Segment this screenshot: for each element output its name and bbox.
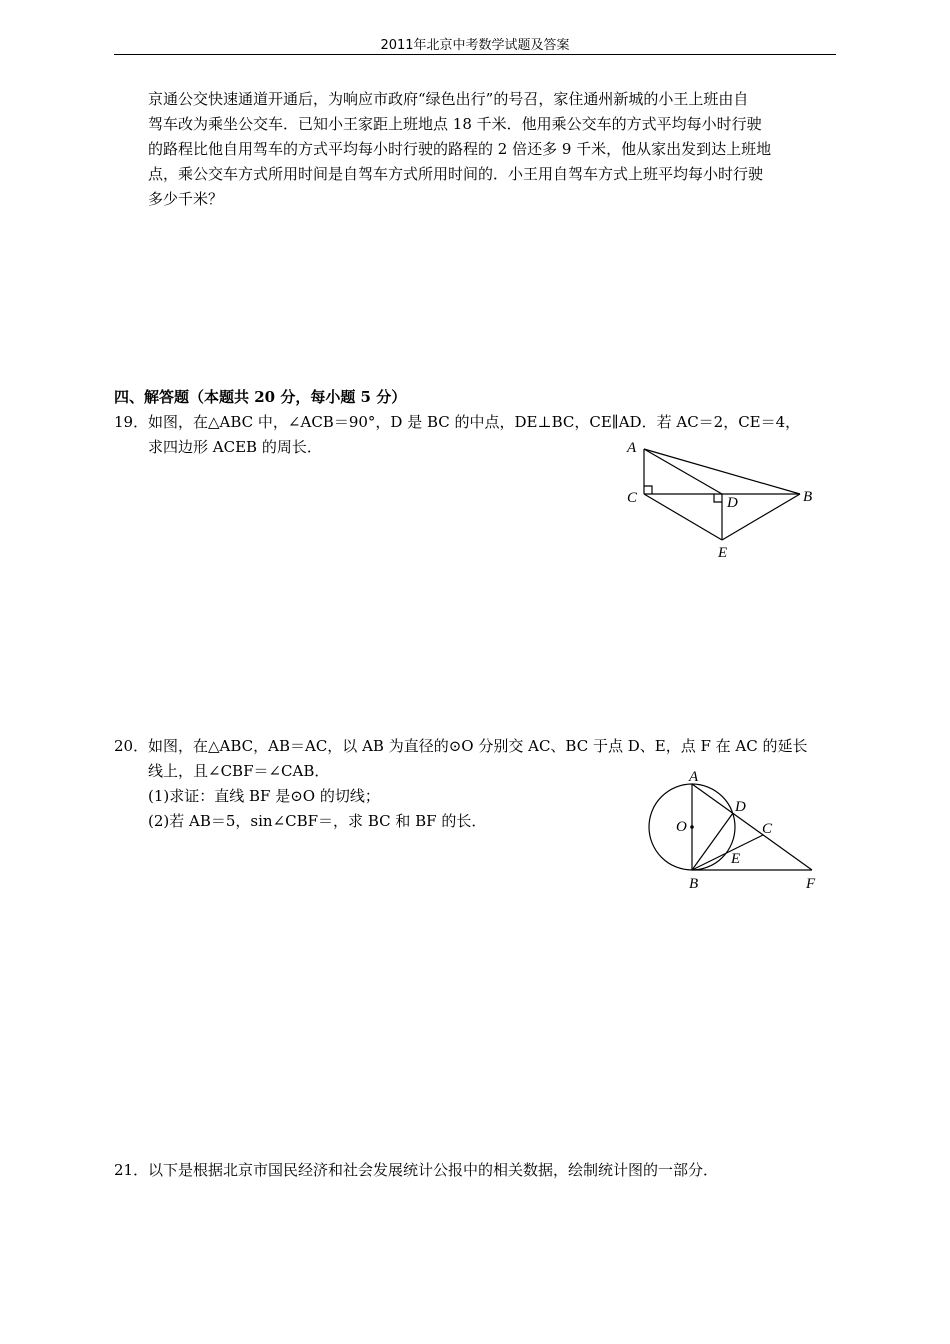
- problem18-line-1: 京通公交快速通道开通后，为响应市政府“绿色出行”的号召，家住通州新城的小王上班由自: [148, 90, 749, 108]
- segment-ad: [644, 449, 722, 494]
- problem19-line-1: 如图，在△ABC 中，∠ACB＝90°，D 是 BC 的中点，DE⊥BC，CE∥AD．若 AC＝2，CE＝4，: [148, 413, 801, 431]
- problem20-line-2: 线上，且∠CBF＝∠CAB．: [148, 762, 330, 780]
- label-c: C: [762, 821, 773, 837]
- label-d: D: [735, 799, 746, 815]
- problem20-figure: [640, 765, 830, 895]
- problem18-line-5: 多少千米？: [148, 190, 224, 208]
- label-c: C: [627, 490, 638, 506]
- right-angle-c: [644, 486, 652, 494]
- page-header: 2011年北京中考数学试题及答案: [380, 38, 570, 53]
- problem20-part-2: (2)若 AB＝5，sin∠CBF＝，求 BC 和 BF 的长．: [148, 812, 487, 830]
- problem20-line-1: 如图，在△ABC，AB＝AC，以 AB 为直径的⊙O 分别交 AC、BC 于点 D、E，点 F 在 AC 的延长: [148, 737, 808, 755]
- label-e: E: [718, 545, 728, 561]
- problem19-number: 19．: [114, 413, 149, 431]
- label-a: A: [627, 440, 637, 456]
- segment-bc: [692, 835, 763, 870]
- label-b: B: [689, 876, 699, 892]
- problem21-number: 21．: [114, 1161, 149, 1179]
- problem18-line-4: 点，乘公交车方式所用时间是自驾车方式所用时间的．小王用自驾车方式上班平均每小时行驶: [148, 165, 764, 183]
- label-f: F: [806, 876, 816, 892]
- problem18-line-2: 驾车改为乘坐公交车．已知小王家距上班地点 18 千米．他用乘公交车的方式平均每小时行驶: [148, 115, 762, 133]
- label-o: O: [676, 819, 687, 835]
- label-d: D: [727, 495, 738, 511]
- problem19-figure: [620, 435, 820, 565]
- segment-af: [692, 784, 812, 870]
- label-b: B: [803, 489, 813, 505]
- problem21-line-1: 以下是根据北京市国民经济和社会发展统计公报中的相关数据，绘制统计图的一部分．: [148, 1161, 719, 1179]
- header-rule: [114, 54, 836, 55]
- problem19-line-2: 求四边形 ACEB 的周长．: [148, 438, 322, 456]
- label-a: A: [689, 769, 699, 785]
- segment-ce: [644, 494, 722, 540]
- label-e: E: [731, 851, 741, 867]
- center-o-dot: [690, 825, 694, 829]
- section-title: 四、解答题（本题共 20 分，每小题 5 分）: [114, 388, 407, 406]
- segment-ab: [644, 449, 800, 494]
- segment-bd: [692, 813, 733, 870]
- problem20-part-1: (1)求证：直线 BF 是⊙O 的切线；: [148, 787, 380, 805]
- problem18-line-3: 的路程比他自用驾车的方式平均每小时行驶的路程的 2 倍还多 9 千米，他从家出发到达上班地: [148, 140, 772, 158]
- problem20-number: 20．: [114, 737, 149, 755]
- right-angle-d: [714, 494, 722, 502]
